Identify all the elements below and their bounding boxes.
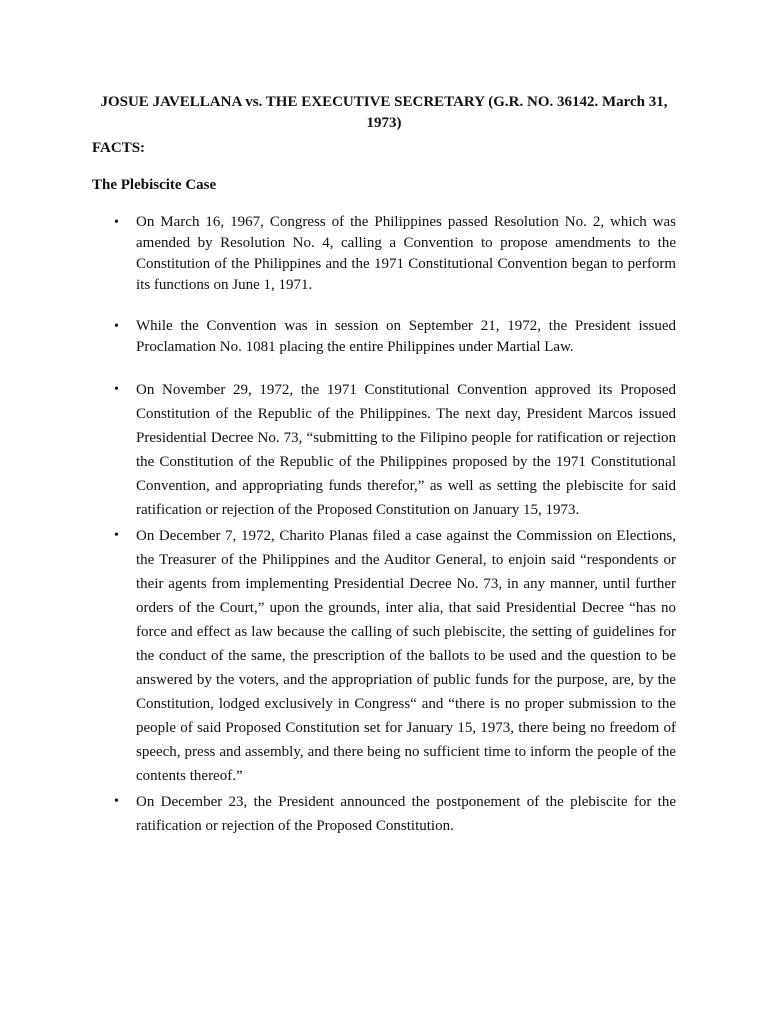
paragraph-text: On March 16, 1967, Congress of the Philippines passed Resolution No. 2, which was amended by Resolution No. 4, calling a Convention to propose amendments to the Constitution of the Philippines and the 1971 Constitutional Convention began to perform its functions on June 1, 1971.: [136, 214, 676, 293]
case-title: JOSUE JAVELLANA vs. THE EXECUTIVE SECRETARY (G.R. NO. 36142. March 31, 1973): [100, 94, 668, 131]
list-item: [92, 378, 676, 522]
list-item: [92, 316, 676, 358]
bullet-icon: •: [114, 528, 119, 543]
bullet-icon: •: [114, 382, 119, 397]
list-item: [92, 524, 676, 788]
facts-heading: FACTS:: [92, 140, 146, 156]
list-item: [92, 212, 676, 296]
bullet-icon: •: [114, 215, 119, 230]
plebiscite-case-subheading: The Plebiscite Case: [92, 177, 217, 193]
facts-list: [92, 212, 676, 838]
paragraph-text: While the Convention was in session on September 21, 1972, the President issued Proclamation No. 1081 placing the entire Philippines under Martial Law.: [136, 318, 676, 355]
bullet-icon: •: [114, 319, 119, 334]
bullet-icon: •: [114, 794, 119, 809]
paragraph-text: On December 23, the President announced the postponement of the plebiscite for the ratification or rejection of the Proposed Constitution.: [136, 794, 676, 834]
list-item: [92, 790, 676, 838]
paragraph-text: On November 29, 1972, the 1971 Constitutional Convention approved its Proposed Constitution of the Republic of the Philippines. The next day, President Marcos issued Presidential Decree No. 73, “submitting to the Filipino people for ratification or rejection the Constitution of the Republic of the Philippines proposed by the 1971 Constitutional Convention, and appropriating funds therefor,” as well as setting the plebiscite for said ratification or rejection of the Proposed Constitution on January 15, 1973.: [136, 382, 676, 518]
paragraph-text: On December 7, 1972, Charito Planas filed a case against the Commission on Elections, the Treasurer of the Philippines and the Auditor General, to enjoin said “respondents or their agents from implementing Presidential Decree No. 73, in any manner, until further orders of the Court,” upon the grounds, inter alia, that said Presidential Decree “has no force and effect as law because the calling of such plebiscite, the setting of guidelines for the conduct of the same, the prescription of the ballots to be used and the question to be answered by the voters, and the appropriation of public funds for the purpose, are, by the Constitution, lodged exclusively in Congress“ and “there is no proper submission to the people of said Proposed Constitution set for January 15, 1973, there being no freedom of speech, press and assembly, and there being no sufficient time to inform the people of the contents thereof.”: [136, 528, 676, 784]
